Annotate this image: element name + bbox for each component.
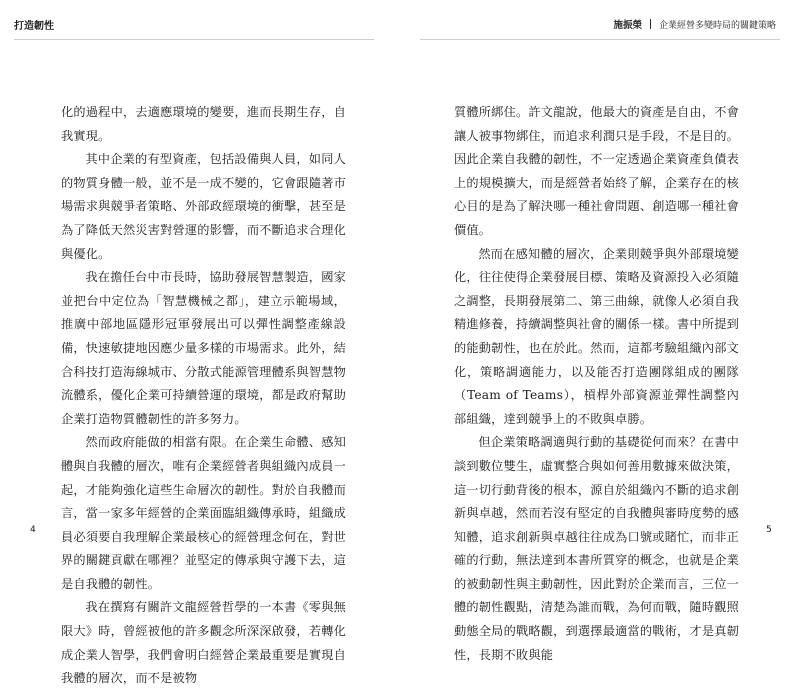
page-number-right: 5 [766, 525, 772, 535]
author-name: 施振榮 [613, 20, 642, 31]
chapter-title: 打造韌性 [14, 21, 54, 32]
header-rule-right [420, 39, 780, 40]
paragraph: 質體所綁住。許文龍說，他最大的資產是自由，不會讓人被事物綁住，而追求利潤只是手段，不是目的。因此企業自我體的韌性，不一定透過企業資產負債表上的規模擴大，而是經營者始終了解，企業存在的核心目的是為了解決哪一種社會問題、創造哪一種社會價值。 [454, 105, 739, 237]
paragraph: 但企業策略調適與行動的基礎從何而來？在書中談到數位雙生，虛實整合與如何善用數據來做決策，這一切行動背後的根本，源自於組織內不斷的追求創新與卓越，然而若沒有堅定的自我體與審時度勢的感知體，追求創新與卓越往往成為口號或賭忙，而非正確的行動，無法達到本書所質穿的概念，也就是企業的被動韌性與主動韌性，因此對於企業而言，三位一體的韌性觀點，清楚為誰而戰，為何而戰，隨時觀照動態全局的戰略觀，到選擇最適當的戰術，才是真韌性，長期不敗與能 [454, 435, 739, 662]
paragraph: 其中企業的有型資產，包括設備與人員，如同人的物質身體一般，並不是一成不變的，它會跟隨著市場需求與競爭者策略、外部政經環境的衝擊，甚至是為了降低天然災害對營運的影響，而不斷追求合理化與優化。 [61, 152, 346, 261]
page-number-left: 4 [30, 525, 36, 535]
paragraph: 然而政府能做的相當有限。在企業生命體、感知體與自我體的層次，唯有企業經營者與組織內成員一起，才能夠強化這些生命層次的韌性。對於自我體而言，當一家多年經營的企業面臨組織傳承時，組織成員必須要自我理解企業最核心的經營理念何在，對世界的關鍵貢獻在哪裡？並堅定的傳承與守護下去，這是自我體的韌性。 [61, 435, 346, 591]
paragraph: 然而在感知體的層次，企業則競爭與外部環境變化，往往使得企業發展目標、策略及資源投入必須隨之調整，長期發展第二、第三曲線，就像人必須自我精進修養，持續調整與社會的關係一樣。書中所提到的能動韌性，也在於此。然而，這都考驗組織內部文化，策略調適能力，以及能否打造團隊組成的團隊（Team of Teams），槓桿外部資源並彈性調整內部組織，達到競爭上的不敗與卓勝。 [454, 246, 739, 426]
paragraph: 我在擔任台中市長時，協助發展智慧製造，國家並把台中定位為「智慧機械之都」，建立示範場域，推廣中部地區隱形冠軍發展出可以彈性調整產線設備，快速敏捷地因應少量多樣的市場需求。此外，結合科技打造海線城市、分散式能源管理體系與智慧物流體系，優化企業可持續營運的環境，都是政府幫助企業打造物質體韌性的許多努力。 [61, 270, 346, 426]
paragraph: 我在撰寫有關許文龍經營哲學的一本書《零與無限大》時，曾經被他的許多觀念所深深啟發，若轉化成企業人智學，我們會明白經營企業最重要是實現自我體的層次，而不是被物 [61, 600, 346, 686]
paragraph: 化的過程中，去適應環境的變要，進而長期生存，自我實現。 [61, 105, 346, 143]
page-header [0, 0, 800, 40]
header-rule-left [14, 39, 374, 40]
book-subtitle: 企業經營多變時局的關鍵策略 [658, 20, 776, 31]
header-separator [650, 19, 651, 29]
running-head [613, 17, 776, 31]
left-page-body [61, 101, 346, 691]
right-page-body [454, 101, 739, 667]
